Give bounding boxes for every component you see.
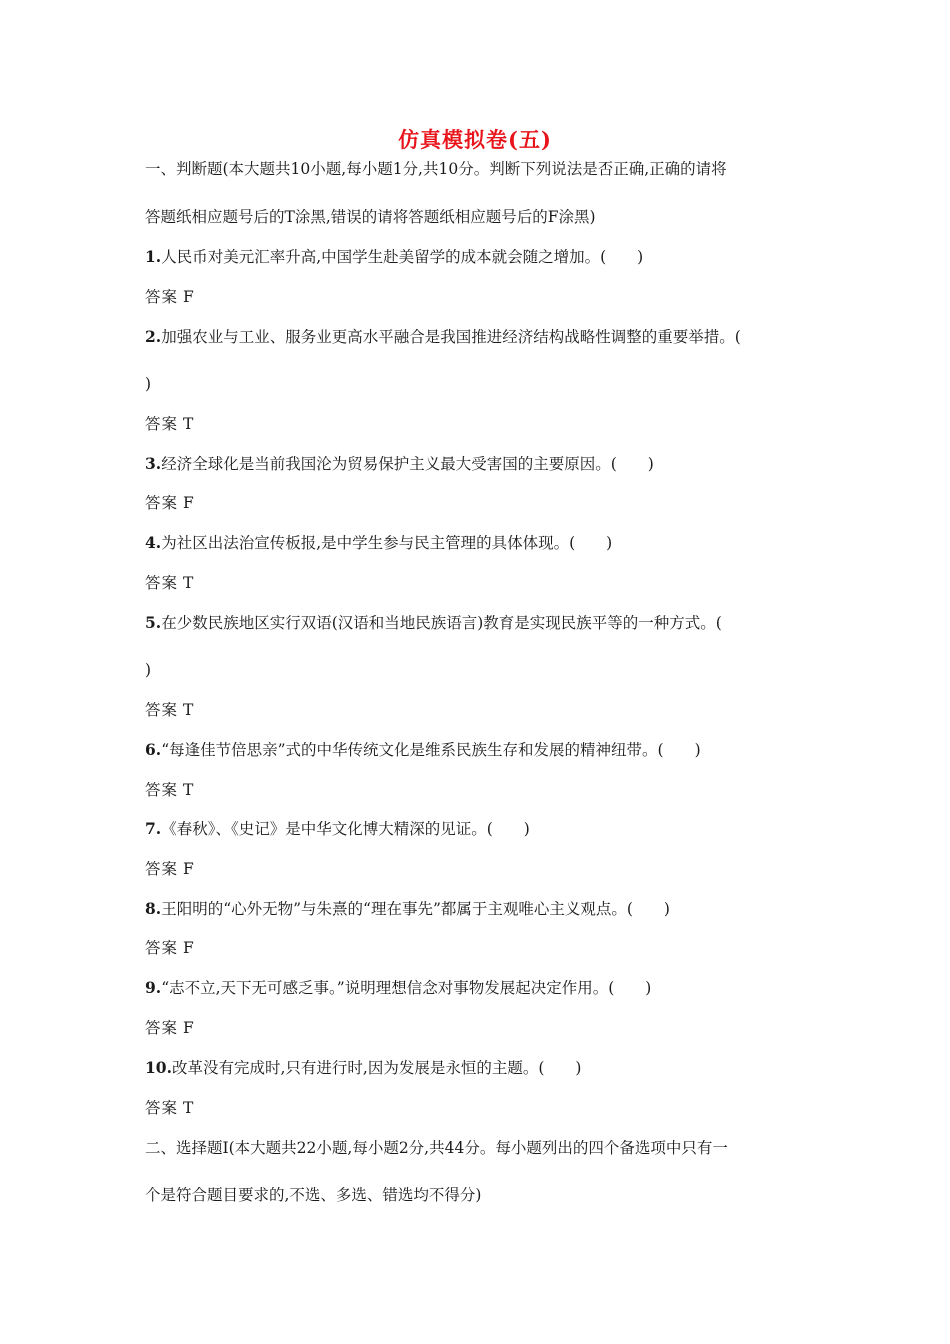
- answer-value: T: [182, 1099, 194, 1117]
- page-title: 仿真模拟卷(五): [398, 127, 552, 152]
- answer-value: F: [182, 939, 194, 957]
- answer-10: [145, 1097, 805, 1119]
- question-text: “每逢佳节倍思亲”式的中华传统文化是维系民族生存和发展的精神纽带。( ): [161, 741, 701, 759]
- question-number: 4.: [145, 533, 162, 552]
- question-number: 8.: [145, 899, 162, 918]
- answer-label: 答案: [145, 494, 179, 512]
- answer-9: [145, 1017, 805, 1039]
- question-text: “志不立,天下无可感乏事。”说明理想信念对事物发展起决定作用。( ): [161, 979, 652, 997]
- answer-label: 答案: [145, 939, 179, 957]
- question-8: [145, 898, 805, 920]
- answer-value: T: [182, 574, 194, 592]
- question-2: [145, 326, 805, 348]
- answer-label: 答案: [145, 574, 179, 592]
- answer-label: 答案: [145, 415, 179, 433]
- question-10: [145, 1057, 805, 1079]
- section1-heading-line1: 一、判断题(本大题共10小题,每小题1分,共10分。判断下列说法是否正确,正确的请将: [145, 160, 727, 178]
- question-4: [145, 532, 805, 554]
- answer-5: [145, 699, 805, 721]
- question-text: 经济全球化是当前我国沦为贸易保护主义最大受害国的主要原因。( ): [161, 455, 654, 473]
- question-number: 6.: [145, 740, 162, 759]
- question-text: 王阳明的“心外无物”与朱熹的“理在事先”都属于主观唯心主义观点。( ): [161, 900, 670, 918]
- question-text: 在少数民族地区实行双语(汉语和当地民族语言)教育是实现民族平等的一种方式。(: [161, 614, 722, 632]
- question-5: [145, 612, 805, 634]
- question-number: 7.: [145, 819, 162, 838]
- question-9: [145, 977, 805, 999]
- question-text: 改革没有完成时,只有进行时,因为发展是永恒的主题。( ): [171, 1059, 582, 1077]
- answer-value: F: [182, 1019, 194, 1037]
- section2-heading-line1: 二、选择题Ⅰ(本大题共22小题,每小题2分,共44分。每小题列出的四个备选项中只有一: [145, 1139, 728, 1157]
- answer-value: F: [182, 288, 194, 306]
- question-6: [145, 739, 805, 761]
- question-text: 加强农业与工业、服务业更高水平融合是我国推进经济结构战略性调整的重要举措。(: [161, 328, 741, 346]
- question-text: 《春秋》、《史记》是中华文化博大精深的见证。( ): [161, 820, 530, 838]
- answer-label: 答案: [145, 1099, 179, 1117]
- answer-label: 答案: [145, 701, 179, 719]
- answer-8: [145, 937, 805, 959]
- question-number: 9.: [145, 978, 162, 997]
- answer-label: 答案: [145, 860, 179, 878]
- section1-heading-line2: 答题纸相应题号后的T涂黑,错误的请将答题纸相应题号后的F涂黑): [145, 208, 596, 226]
- answer-7: [145, 858, 805, 880]
- answer-value: F: [182, 860, 194, 878]
- answer-4: [145, 572, 805, 594]
- question-number: 5.: [145, 613, 162, 632]
- question-7: [145, 818, 805, 840]
- question-5-continuation: ): [145, 661, 152, 679]
- question-3: [145, 453, 805, 475]
- question-number: 1.: [145, 247, 162, 266]
- question-text: 人民币对美元汇率升高,中国学生赴美留学的成本就会随之增加。( ): [161, 248, 644, 266]
- question-number: 3.: [145, 454, 162, 473]
- answer-1: [145, 286, 805, 308]
- answer-6: [145, 779, 805, 801]
- question-1: [145, 246, 805, 268]
- question-number: 10.: [145, 1058, 172, 1077]
- question-text: 为社区出法治宣传板报,是中学生参与民主管理的具体体现。( ): [161, 534, 613, 552]
- answer-label: 答案: [145, 781, 179, 799]
- answer-label: 答案: [145, 1019, 179, 1037]
- answer-value: T: [182, 701, 194, 719]
- answer-3: [145, 492, 805, 514]
- answer-value: F: [182, 494, 194, 512]
- answer-value: T: [182, 781, 194, 799]
- answer-2: [145, 413, 805, 435]
- answer-label: 答案: [145, 288, 179, 306]
- answer-value: T: [182, 415, 194, 433]
- section2-heading-line2: 个是符合题目要求的,不选、多选、错选均不得分): [145, 1186, 482, 1204]
- question-number: 2.: [145, 327, 162, 346]
- question-2-continuation: ): [145, 375, 152, 393]
